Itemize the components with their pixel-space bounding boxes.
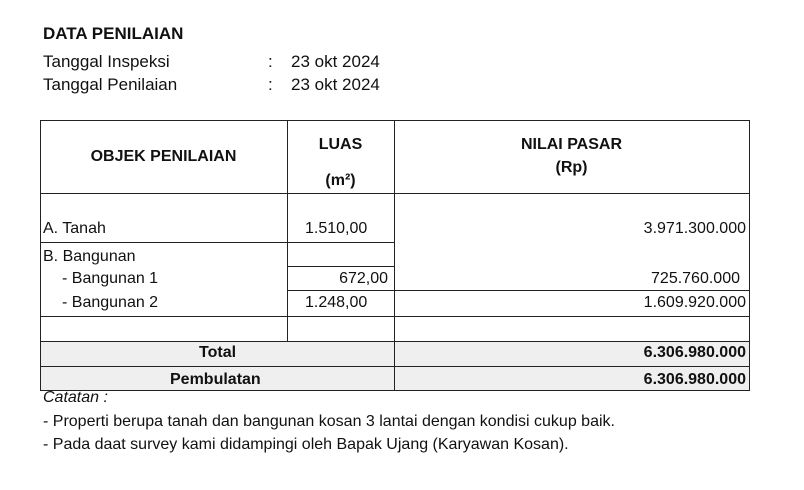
building2-value: 1.609.920.000: [643, 294, 746, 311]
notes-line-1: - Properti berupa tanah dan bangunan kosan 3 lantai dengan kondisi cukup baik.: [43, 413, 615, 430]
valuation-table: [40, 120, 750, 391]
building2-rule: [40, 316, 750, 317]
building1-area: 672,00: [339, 270, 388, 287]
notes-title: Catatan :: [43, 389, 108, 406]
table-border-bottom: [40, 390, 750, 391]
header-area: LUAS: [318, 136, 363, 153]
header-bottom-rule: [40, 193, 750, 194]
total-value: 6.306.980.000: [643, 344, 746, 361]
building2-name: - Bangunan 2: [62, 294, 159, 311]
rounding-label: Pembulatan: [170, 371, 261, 388]
inspection-date-label: Tanggal Inspeksi: [43, 52, 170, 71]
building-group-name: B. Bangunan: [43, 248, 136, 265]
land-name: A. Tanah: [43, 220, 106, 237]
header-value-unit: (Rp): [555, 159, 588, 176]
total-top-rule: [40, 341, 750, 342]
land-row-rule: [40, 242, 394, 243]
table-border-right: [749, 120, 750, 391]
building1-value: 725.760.000: [651, 270, 740, 287]
building-header-rule: [287, 266, 394, 267]
land-value: 3.971.300.000: [643, 220, 746, 237]
inspection-date-colon: :: [268, 52, 273, 71]
rounding-top-rule: [40, 366, 750, 367]
rounding-value: 6.306.980.000: [643, 371, 746, 388]
table-border-top: [40, 120, 750, 121]
header-object: OBJEK PENILAIAN: [90, 148, 237, 165]
header-value: NILAI PASAR: [520, 136, 623, 153]
assessment-date-colon: :: [268, 75, 273, 94]
section-title: DATA PENILAIAN: [43, 24, 184, 43]
header-area-unit: (m²): [325, 172, 356, 189]
building2-area: 1.248,00: [305, 294, 368, 311]
assessment-date-value: 23 okt 2024: [291, 75, 380, 94]
building1-name: - Bangunan 1: [62, 270, 159, 287]
inspection-date-value: 23 okt 2024: [291, 52, 380, 71]
assessment-date-label: Tanggal Penilaian: [43, 75, 178, 94]
building1-rule: [287, 290, 750, 291]
total-label: Total: [199, 344, 237, 361]
notes-line-2: - Pada daat survey kami didampingi oleh Bapak Ujang (Karyawan Kosan).: [43, 436, 569, 453]
land-area: 1.510,00: [305, 220, 368, 237]
